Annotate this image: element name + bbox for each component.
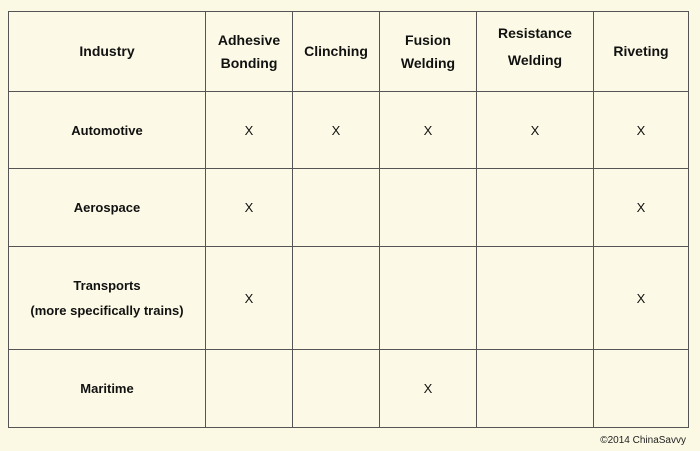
- header-resistance-line1: Resistance: [498, 25, 572, 41]
- table-row: [9, 169, 689, 247]
- mark-cell: X: [594, 169, 689, 247]
- mark-cell: X: [380, 350, 477, 428]
- industry-sublabel: (more specifically trains): [30, 303, 184, 318]
- row-industry-aerospace: [9, 169, 206, 247]
- header-fusion-line2: Welding: [400, 54, 456, 71]
- mark-cell: [293, 169, 380, 247]
- mark-cell: [477, 247, 594, 350]
- mark-cell: [477, 350, 594, 428]
- industry-label: Automotive: [71, 122, 143, 138]
- mark-cell: [380, 247, 477, 350]
- mark-cell: [293, 350, 380, 428]
- mark-cell: X: [206, 169, 293, 247]
- copyright-notice: ©2014 ChinaSavvy: [600, 435, 686, 446]
- mark-cell: X: [380, 92, 477, 169]
- header-industry-label: Industry: [79, 43, 135, 59]
- header-adhesive-line1: Adhesive: [217, 31, 281, 48]
- mark-cell: X: [293, 92, 380, 169]
- header-clinching: [293, 12, 380, 92]
- row-industry-transports: [9, 247, 206, 350]
- mark-cell: X: [477, 92, 594, 169]
- mark-cell: [594, 350, 689, 428]
- mark-cell: X: [206, 92, 293, 169]
- table-row: [9, 350, 689, 428]
- row-industry-maritime: [9, 350, 206, 428]
- mark-cell: [293, 247, 380, 350]
- header-riveting-label: Riveting: [613, 43, 669, 59]
- header-row: [9, 12, 689, 92]
- header-fusion-line1: Fusion: [405, 31, 451, 48]
- joining-methods-table: [8, 11, 689, 428]
- mark-cell: [380, 169, 477, 247]
- header-resistance-welding: [477, 12, 594, 92]
- header-industry: [9, 12, 206, 92]
- header-resistance-line2: Welding: [507, 52, 563, 68]
- mark-cell: X: [206, 247, 293, 350]
- mark-cell: [477, 169, 594, 247]
- industry-label: Transports: [73, 278, 141, 293]
- mark-cell: X: [594, 92, 689, 169]
- mark-cell: [206, 350, 293, 428]
- header-adhesive-bonding: [206, 12, 293, 92]
- header-riveting: [594, 12, 689, 92]
- header-clinching-label: Clinching: [304, 43, 368, 59]
- table-row: [9, 92, 689, 169]
- header-adhesive-line2: Bonding: [220, 54, 278, 71]
- row-industry-automotive: [9, 92, 206, 169]
- table-row: [9, 247, 689, 350]
- mark-cell: X: [594, 247, 689, 350]
- header-fusion-welding: [380, 12, 477, 92]
- industry-label: Aerospace: [73, 200, 141, 215]
- industry-label: Maritime: [80, 381, 134, 396]
